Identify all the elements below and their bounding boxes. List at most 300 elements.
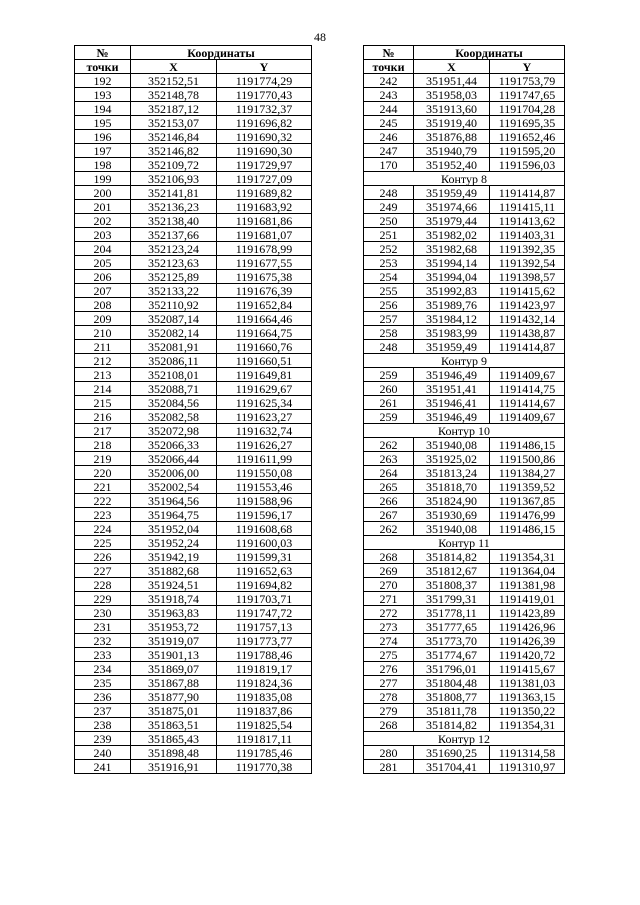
table-row [364,480,565,494]
contour-label: Контур 8 [364,172,565,186]
table-row [75,746,312,760]
x-coordinate-cell: 352108,01 [131,368,217,382]
y-coordinate-cell: 1191486,15 [490,438,565,452]
x-coordinate-cell: 351918,74 [131,592,217,606]
x-coordinate-cell: 352109,72 [131,158,217,172]
point-number-cell: 268 [364,550,414,564]
x-coordinate-cell: 351952,04 [131,522,217,536]
table-row [364,200,565,214]
x-coordinate-cell: 351799,31 [414,592,490,606]
table-row [75,410,312,424]
y-coordinate-cell: 1191359,52 [490,480,565,494]
point-number-cell: 201 [75,200,131,214]
contour-label: Контур 9 [364,354,565,368]
table-row [364,214,565,228]
y-coordinate-cell: 1191600,03 [217,536,312,550]
point-number-cell: 242 [364,74,414,88]
table-row [75,242,312,256]
y-coordinate-cell: 1191310,97 [490,760,565,774]
y-coordinate-cell: 1191732,37 [217,102,312,116]
table-row [75,186,312,200]
x-coordinate-cell: 352066,33 [131,438,217,452]
x-coordinate-cell: 351919,40 [414,116,490,130]
table-row [75,256,312,270]
y-coordinate-cell: 1191414,75 [490,382,565,396]
num-header: № [364,46,414,60]
y-coordinate-cell: 1191409,67 [490,368,565,382]
point-number-cell: 206 [75,270,131,284]
point-number-cell: 257 [364,312,414,326]
x-coordinate-cell: 351964,75 [131,508,217,522]
x-coordinate-cell: 351898,48 [131,746,217,760]
point-number-cell: 269 [364,564,414,578]
y-coordinate-cell: 1191774,29 [217,74,312,88]
point-number-cell: 250 [364,214,414,228]
table-row [364,466,565,480]
table-row [364,760,565,774]
y-coordinate-cell: 1191414,87 [490,340,565,354]
y-coordinate-cell: 1191414,87 [490,186,565,200]
y-coordinate-cell: 1191384,27 [490,466,565,480]
point-number-cell: 216 [75,410,131,424]
point-number-cell: 239 [75,732,131,746]
point-number-cell: 234 [75,662,131,676]
contour-label: Контур 12 [364,732,565,746]
point-number-cell: 219 [75,452,131,466]
y-header: Y [217,60,312,74]
table-row [364,130,565,144]
x-coordinate-cell: 351940,08 [414,522,490,536]
x-coordinate-cell: 352082,14 [131,326,217,340]
table-row [364,312,565,326]
x-coordinate-cell: 351984,12 [414,312,490,326]
table-row [75,620,312,634]
x-coordinate-cell: 352125,89 [131,270,217,284]
num-header: № [75,46,131,60]
y-coordinate-cell: 1191550,08 [217,466,312,480]
y-coordinate-cell: 1191623,27 [217,410,312,424]
y-coordinate-cell: 1191837,86 [217,704,312,718]
x-coordinate-cell: 351994,04 [414,270,490,284]
table-row [75,396,312,410]
table-row [75,564,312,578]
point-number-cell: 260 [364,382,414,396]
table-row [364,88,565,102]
coordinates-table-left [74,45,312,774]
x-coordinate-cell: 351865,43 [131,732,217,746]
table-row [364,116,565,130]
contour-row [364,172,565,186]
x-coordinate-cell: 352072,98 [131,424,217,438]
y-coordinate-cell: 1191690,32 [217,130,312,144]
table-row [75,508,312,522]
x-coordinate-cell: 351989,76 [414,298,490,312]
x-coordinate-cell: 352138,40 [131,214,217,228]
x-coordinate-cell: 351959,49 [414,340,490,354]
y-coordinate-cell: 1191476,99 [490,508,565,522]
table-row [364,564,565,578]
contour-row [364,424,565,438]
point-number-cell: 263 [364,452,414,466]
table-row [364,704,565,718]
point-number-cell: 267 [364,508,414,522]
x-coordinate-cell: 351953,72 [131,620,217,634]
x-coordinate-cell: 351958,03 [414,88,490,102]
y-coordinate-cell: 1191835,08 [217,690,312,704]
x-coordinate-cell: 351796,01 [414,662,490,676]
x-coordinate-cell: 352146,84 [131,130,217,144]
y-coordinate-cell: 1191413,62 [490,214,565,228]
x-coordinate-cell: 351812,67 [414,564,490,578]
y-coordinate-cell: 1191381,98 [490,578,565,592]
y-coordinate-cell: 1191432,14 [490,312,565,326]
point-number-cell: 170 [364,158,414,172]
x-coordinate-cell: 351869,07 [131,662,217,676]
point-number-cell: 198 [75,158,131,172]
x-coordinate-cell: 351946,49 [414,368,490,382]
table-row [75,438,312,452]
y-coordinate-cell: 1191403,31 [490,228,565,242]
x-coordinate-cell: 351964,56 [131,494,217,508]
point-number-cell: 240 [75,746,131,760]
x-header: X [131,60,217,74]
x-coordinate-cell: 352123,63 [131,256,217,270]
x-coordinate-cell: 351804,48 [414,676,490,690]
table-row [364,522,565,536]
x-coordinate-cell: 352153,07 [131,116,217,130]
x-coordinate-cell: 351992,83 [414,284,490,298]
point-number-cell: 229 [75,592,131,606]
point-number-cell: 193 [75,88,131,102]
y-coordinate-cell: 1191689,82 [217,186,312,200]
table-row [364,270,565,284]
point-number-cell: 214 [75,382,131,396]
x-coordinate-cell: 351863,51 [131,718,217,732]
x-coordinate-cell: 352136,23 [131,200,217,214]
table-row [75,130,312,144]
point-number-cell: 230 [75,606,131,620]
y-coordinate-cell: 1191415,11 [490,200,565,214]
table-row [75,102,312,116]
x-coordinate-cell: 351877,90 [131,690,217,704]
y-coordinate-cell: 1191381,03 [490,676,565,690]
table-row [364,746,565,760]
table-row [364,396,565,410]
y-coordinate-cell: 1191681,07 [217,228,312,242]
y-coordinate-cell: 1191660,51 [217,354,312,368]
x-coordinate-cell: 351940,08 [414,438,490,452]
table-row [75,382,312,396]
coordinates-table-right [363,45,565,774]
x-coordinate-cell: 352133,22 [131,284,217,298]
table-row [364,620,565,634]
table-row [75,480,312,494]
table-row [75,690,312,704]
y-coordinate-cell: 1191350,22 [490,704,565,718]
table-row [364,144,565,158]
y-coordinate-cell: 1191824,36 [217,676,312,690]
point-number-cell: 248 [364,186,414,200]
table-row [75,172,312,186]
table-body-left [75,74,312,774]
y-coordinate-cell: 1191678,99 [217,242,312,256]
table-row [364,508,565,522]
y-coordinate-cell: 1191415,62 [490,284,565,298]
y-coordinate-cell: 1191392,54 [490,256,565,270]
point-number-cell: 211 [75,340,131,354]
point-number-cell: 217 [75,424,131,438]
point-number-cell: 245 [364,116,414,130]
point-number-cell: 221 [75,480,131,494]
contour-row [364,732,565,746]
x-coordinate-cell: 351963,83 [131,606,217,620]
point-number-cell: 225 [75,536,131,550]
x-coordinate-cell: 351994,14 [414,256,490,270]
table-row [75,340,312,354]
point-number-cell: 227 [75,564,131,578]
point-number-cell: 238 [75,718,131,732]
x-coordinate-cell: 352082,58 [131,410,217,424]
table-row [364,228,565,242]
table-row [75,116,312,130]
point-number-cell: 256 [364,298,414,312]
table-row [75,368,312,382]
table-row [75,732,312,746]
y-coordinate-cell: 1191664,46 [217,312,312,326]
y-coordinate-cell: 1191753,79 [490,74,565,88]
point-number-cell: 262 [364,522,414,536]
point-number-cell: 222 [75,494,131,508]
x-coordinate-cell: 351952,24 [131,536,217,550]
point-number-cell: 197 [75,144,131,158]
y-coordinate-cell: 1191696,82 [217,116,312,130]
x-coordinate-cell: 351867,88 [131,676,217,690]
y-coordinate-cell: 1191423,97 [490,298,565,312]
y-coordinate-cell: 1191675,38 [217,270,312,284]
point-number-cell: 251 [364,228,414,242]
table-row [75,578,312,592]
point-number-cell: 266 [364,494,414,508]
point-number-cell: 196 [75,130,131,144]
y-coordinate-cell: 1191660,76 [217,340,312,354]
point-number-cell: 209 [75,312,131,326]
table-row [364,690,565,704]
table-row [75,298,312,312]
point-number-cell: 244 [364,102,414,116]
point-number-cell: 213 [75,368,131,382]
table-row [75,760,312,774]
point-number-cell: 202 [75,214,131,228]
y-coordinate-cell: 1191652,84 [217,298,312,312]
y-coordinate-cell: 1191625,34 [217,396,312,410]
x-coordinate-cell: 352086,11 [131,354,217,368]
table-row [75,550,312,564]
y-coordinate-cell: 1191392,35 [490,242,565,256]
point-number-cell: 231 [75,620,131,634]
y-header: Y [490,60,565,74]
table-row [75,634,312,648]
point-number-cell: 275 [364,648,414,662]
point-number-cell: 212 [75,354,131,368]
y-coordinate-cell: 1191596,03 [490,158,565,172]
point-number-cell: 253 [364,256,414,270]
table-row [364,438,565,452]
table-row [364,74,565,88]
y-coordinate-cell: 1191681,86 [217,214,312,228]
y-coordinate-cell: 1191677,55 [217,256,312,270]
x-coordinate-cell: 352123,24 [131,242,217,256]
point-number-cell: 276 [364,662,414,676]
point-number-cell: 281 [364,760,414,774]
x-coordinate-cell: 351951,44 [414,74,490,88]
x-coordinate-cell: 351913,60 [414,102,490,116]
x-coordinate-cell: 352110,92 [131,298,217,312]
x-coordinate-cell: 352106,93 [131,172,217,186]
point-number-cell: 228 [75,578,131,592]
x-coordinate-cell: 351778,11 [414,606,490,620]
y-coordinate-cell: 1191747,65 [490,88,565,102]
table-row [75,284,312,298]
point-number-cell: 252 [364,242,414,256]
y-coordinate-cell: 1191694,82 [217,578,312,592]
table-row [364,102,565,116]
table-row [75,452,312,466]
y-coordinate-cell: 1191588,96 [217,494,312,508]
x-coordinate-cell: 352152,51 [131,74,217,88]
x-coordinate-cell: 351773,70 [414,634,490,648]
contour-row [364,536,565,550]
table-row [75,214,312,228]
y-coordinate-cell: 1191664,75 [217,326,312,340]
point-number-cell: 248 [364,340,414,354]
x-coordinate-cell: 351919,07 [131,634,217,648]
y-coordinate-cell: 1191426,39 [490,634,565,648]
x-coordinate-cell: 352137,66 [131,228,217,242]
point-number-cell: 232 [75,634,131,648]
point-number-cell: 207 [75,284,131,298]
point-number-cell: 270 [364,578,414,592]
point-number-cell: 280 [364,746,414,760]
table-row [364,634,565,648]
y-coordinate-cell: 1191596,17 [217,508,312,522]
y-coordinate-cell: 1191553,46 [217,480,312,494]
contour-label: Контур 11 [364,536,565,550]
x-coordinate-cell: 351811,78 [414,704,490,718]
point-number-cell: 258 [364,326,414,340]
x-coordinate-cell: 352081,91 [131,340,217,354]
point-number-cell: 255 [364,284,414,298]
point-number-cell: 205 [75,256,131,270]
point-number-cell: 192 [75,74,131,88]
point-number-cell: 265 [364,480,414,494]
table-row [364,550,565,564]
num-subheader: точки [364,60,414,74]
table-row [75,466,312,480]
table-row [75,270,312,284]
table-row [364,382,565,396]
coords-header: Координаты [414,46,565,60]
x-coordinate-cell: 351814,82 [414,718,490,732]
point-number-cell: 277 [364,676,414,690]
x-coordinate-cell: 351916,91 [131,760,217,774]
x-coordinate-cell: 351951,41 [414,382,490,396]
point-number-cell: 268 [364,718,414,732]
table-row [364,284,565,298]
point-number-cell: 218 [75,438,131,452]
point-number-cell: 204 [75,242,131,256]
table-row [75,592,312,606]
x-coordinate-cell: 351818,70 [414,480,490,494]
y-coordinate-cell: 1191703,71 [217,592,312,606]
point-number-cell: 237 [75,704,131,718]
y-coordinate-cell: 1191364,04 [490,564,565,578]
table-row [364,186,565,200]
table-row [364,368,565,382]
y-coordinate-cell: 1191486,15 [490,522,565,536]
y-coordinate-cell: 1191398,57 [490,270,565,284]
x-coordinate-cell: 352002,54 [131,480,217,494]
table-row [75,312,312,326]
y-coordinate-cell: 1191817,11 [217,732,312,746]
y-coordinate-cell: 1191626,27 [217,438,312,452]
y-coordinate-cell: 1191773,77 [217,634,312,648]
x-coordinate-cell: 351930,69 [414,508,490,522]
table-row [75,158,312,172]
x-coordinate-cell: 352066,44 [131,452,217,466]
x-coordinate-cell: 351946,49 [414,410,490,424]
x-coordinate-cell: 351979,44 [414,214,490,228]
point-number-cell: 203 [75,228,131,242]
y-coordinate-cell: 1191367,85 [490,494,565,508]
y-coordinate-cell: 1191683,92 [217,200,312,214]
table-row [75,424,312,438]
point-number-cell: 199 [75,172,131,186]
point-number-cell: 233 [75,648,131,662]
point-number-cell: 243 [364,88,414,102]
y-coordinate-cell: 1191770,38 [217,760,312,774]
table-row [75,200,312,214]
x-coordinate-cell: 352141,81 [131,186,217,200]
point-number-cell: 261 [364,396,414,410]
y-coordinate-cell: 1191354,31 [490,550,565,564]
y-coordinate-cell: 1191729,97 [217,158,312,172]
x-coordinate-cell: 351774,67 [414,648,490,662]
y-coordinate-cell: 1191611,99 [217,452,312,466]
point-number-cell: 194 [75,102,131,116]
y-coordinate-cell: 1191419,01 [490,592,565,606]
table-row [364,326,565,340]
point-number-cell: 259 [364,368,414,382]
table-row [75,606,312,620]
table-row [75,536,312,550]
y-coordinate-cell: 1191354,31 [490,718,565,732]
table-row [364,718,565,732]
table-row [364,676,565,690]
y-coordinate-cell: 1191363,15 [490,690,565,704]
x-coordinate-cell: 351882,68 [131,564,217,578]
table-row [75,648,312,662]
point-number-cell: 249 [364,200,414,214]
table-row [364,452,565,466]
table-row [75,704,312,718]
x-coordinate-cell: 351942,19 [131,550,217,564]
x-coordinate-cell: 351946,41 [414,396,490,410]
x-coordinate-cell: 352087,14 [131,312,217,326]
y-coordinate-cell: 1191426,96 [490,620,565,634]
point-number-cell: 278 [364,690,414,704]
y-coordinate-cell: 1191599,31 [217,550,312,564]
x-coordinate-cell: 351813,24 [414,466,490,480]
